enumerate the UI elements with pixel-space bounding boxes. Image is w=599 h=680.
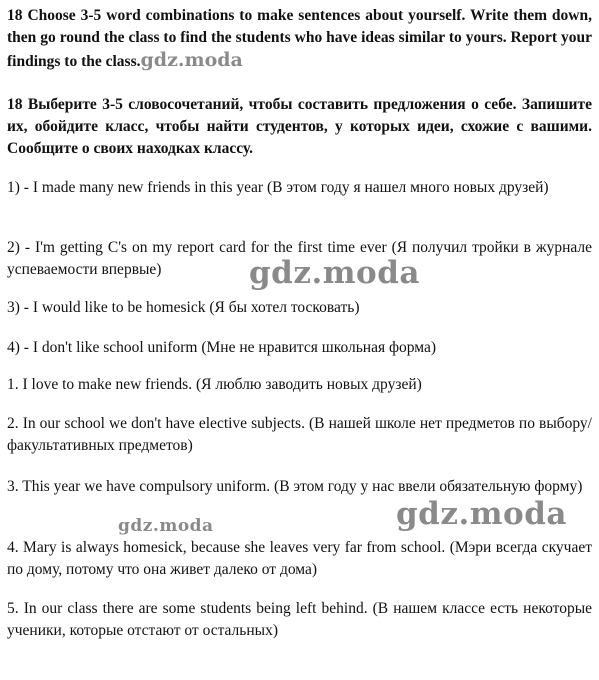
answer-item-2: 2) - I'm getting C's on my report card for the first time ever (Я получил тройки в журнале успеваемости впервые) [7, 239, 592, 278]
answer-item-3: 3) - I would like to be homesick (Я бы хотел тосковать) [7, 299, 360, 316]
answer-sentence-2: 2. In our school we don't have elective subjects. (В нашей школе нет предметов по выбору/факультативных предметов) [7, 415, 592, 454]
watermark-large: gdz.moda [396, 496, 567, 532]
watermark-small: gdz.moda [118, 516, 214, 536]
answer-sentence-1: 1. I love to make new friends. (Я люблю заводить новых друзей) [7, 376, 422, 393]
answer-sentence-4: 4. Mary is always homesick, because she leaves very far from school. (Мэри всегда скучает по дому, потому что она живет далеко от дома) [7, 539, 592, 578]
task-russian: 18 Выберите 3-5 словосочетаний, чтобы составить предложения о себе. Запишите их, обойдите класс, чтобы найти студентов, у которых идеи, схожие с вашими. Сообщите о своих находках классу. [7, 96, 592, 157]
watermark-mid: gdz.moda [249, 255, 420, 291]
watermark-inline: gdz.moda [140, 49, 243, 71]
task-english [7, 5, 592, 73]
answer-sentence-3: 3. This year we have compulsory uniform. (В этом году у нас ввели обязательную форму) [7, 478, 583, 495]
answer-sentence-5: 5. In our class there are some students being left behind. (В нашем классе есть некоторые ученики, которые отстают от остальных) [7, 600, 592, 639]
answer-item-4: 4) - I don't like school uniform (Мне не нравится школьная форма) [7, 339, 437, 356]
task-english-text: 18 Choose 3-5 word combinations to make sentences about yourself. Write them down, then go round the class to find the students who have ideas similar to yours. Report your findings to the class. [7, 7, 592, 70]
answer-item-1: 1) - I made many new friends in this year (В этом году я нашел много новых друзей) [7, 179, 549, 196]
